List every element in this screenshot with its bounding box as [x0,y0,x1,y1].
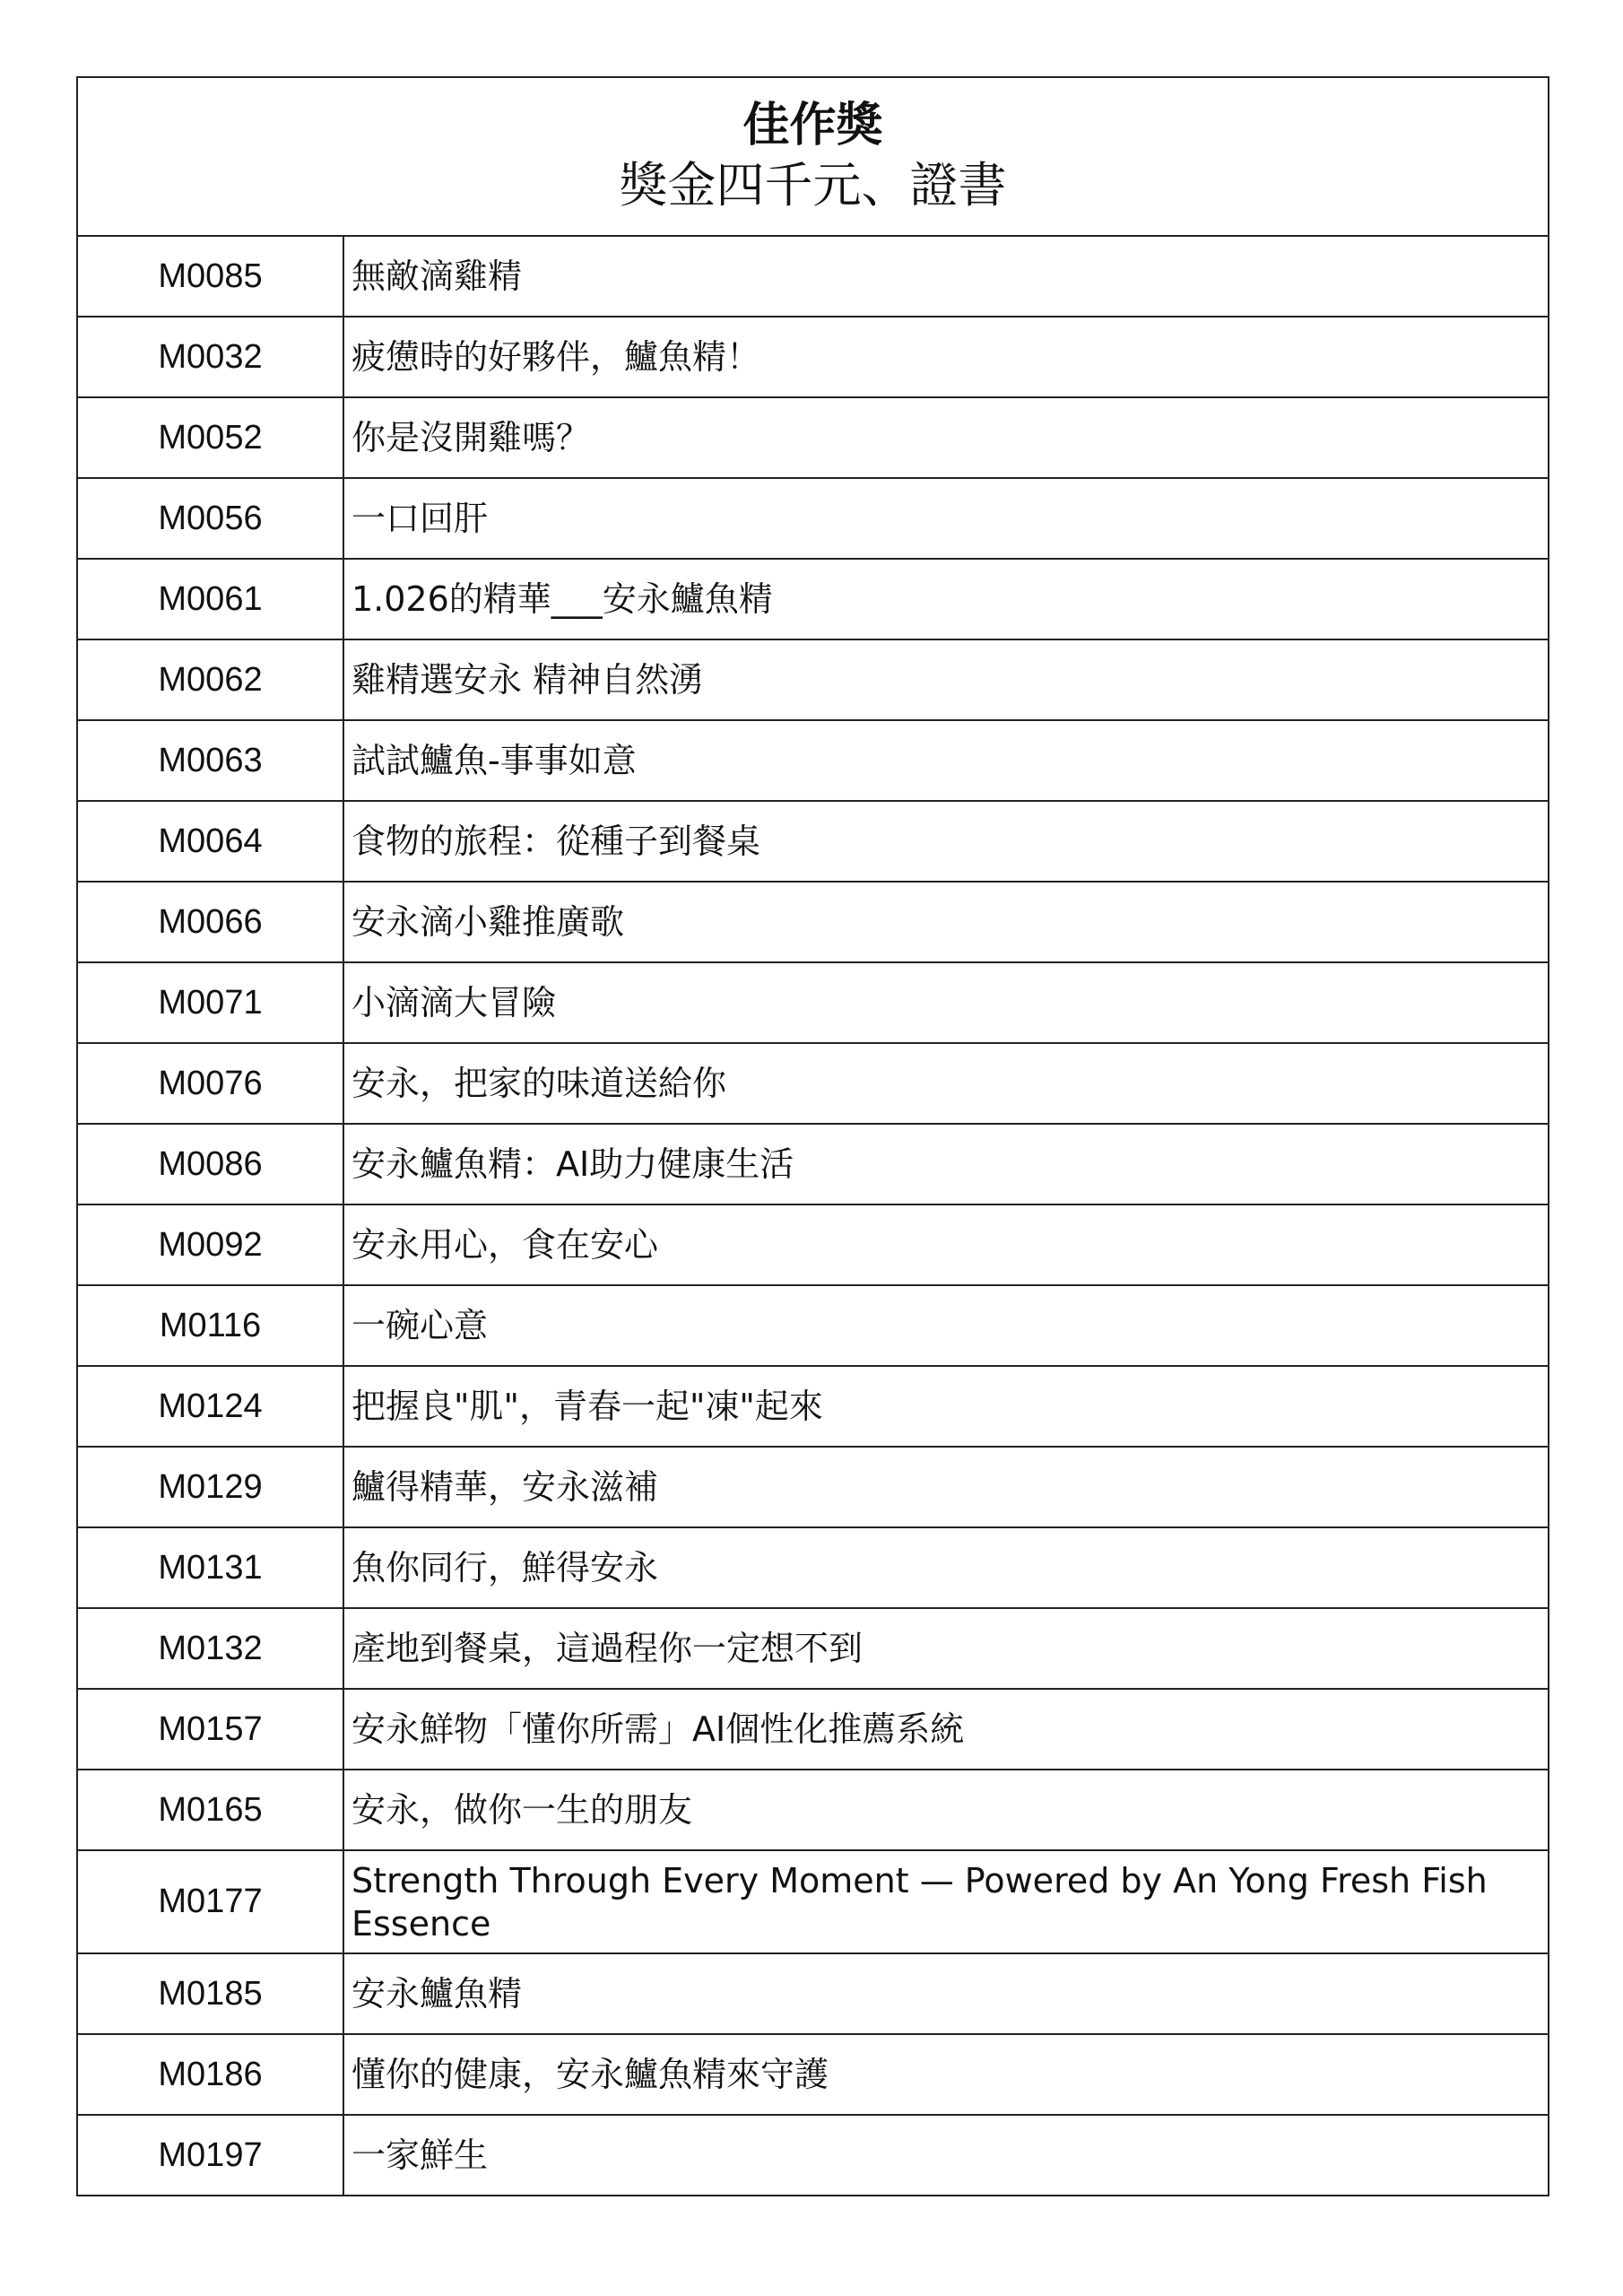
table-row [77,882,1549,962]
table-row [77,639,1549,720]
entry-title: 把握良"肌"，青春一起"凍"起來 [343,1366,1549,1447]
table-row [77,962,1549,1043]
table-row [77,1770,1549,1850]
award-title: 佳作獎 [742,98,883,152]
entry-id: M0056 [77,478,343,559]
table-row [77,1608,1549,1689]
header-row [77,77,1549,236]
entry-id: M0052 [77,397,343,478]
award-table [76,76,1549,2196]
entry-id: M0186 [77,2034,343,2115]
entry-title: 安永，做你一生的朋友 [343,1770,1549,1850]
entry-title: 魚你同行，鮮得安永 [343,1527,1549,1608]
entry-id: M0076 [77,1043,343,1124]
entry-title: 1.026的精華___安永鱸魚精 [343,559,1549,639]
table-row [77,317,1549,397]
table-row [77,1447,1549,1527]
entry-id: M0129 [77,1447,343,1527]
table-row [77,1124,1549,1205]
entry-title: 安永用心，食在安心 [343,1205,1549,1285]
table-row [77,478,1549,559]
entry-id: M0124 [77,1366,343,1447]
entry-title: 鱸得精華，安永滋補 [343,1447,1549,1527]
header-cell [77,77,1549,236]
entry-title: 產地到餐桌，這過程你一定想不到 [343,1608,1549,1689]
table-row [77,1689,1549,1770]
table-row [77,1850,1549,1953]
entry-id: M0066 [77,882,343,962]
table-row [77,2034,1549,2115]
table-row [77,1953,1549,2034]
entry-title: 一碗心意 [343,1285,1549,1366]
entry-id: M0071 [77,962,343,1043]
entry-title: 安永鱸魚精：AI助力健康生活 [343,1124,1549,1205]
table-row [77,1285,1549,1366]
entry-id: M0185 [77,1953,343,2034]
entry-id: M0197 [77,2115,343,2196]
entry-title: 食物的旅程：從種子到餐桌 [343,801,1549,882]
table-row [77,2115,1549,2196]
entry-title: 安永滴小雞推廣歌 [343,882,1549,962]
entry-title: 懂你的健康，安永鱸魚精來守護 [343,2034,1549,2115]
table-row [77,236,1549,317]
entry-id: M0086 [77,1124,343,1205]
entry-id: M0032 [77,317,343,397]
entry-id: M0131 [77,1527,343,1608]
entry-title: 安永，把家的味道送給你 [343,1043,1549,1124]
entry-id: M0092 [77,1205,343,1285]
table-row [77,801,1549,882]
award-table-body [77,77,1549,2196]
entry-title: 安永鮮物「懂你所需」AI個性化推薦系統 [343,1689,1549,1770]
entry-title: 安永鱸魚精 [343,1953,1549,2034]
entry-title: 小滴滴大冒險 [343,962,1549,1043]
entry-title: 一家鮮生 [343,2115,1549,2196]
award-subtitle: 獎金四千元、證書 [619,156,1007,213]
table-row [77,1205,1549,1285]
table-row [77,1366,1549,1447]
entry-id: M0165 [77,1770,343,1850]
table-row [77,559,1549,639]
entry-id: M0085 [77,236,343,317]
entry-id: M0061 [77,559,343,639]
entry-title: Strength Through Every Moment — Powered by An Yong Fresh Fish Essence [343,1850,1549,1953]
entry-title: 無敵滴雞精 [343,236,1549,317]
entry-id: M0132 [77,1608,343,1689]
entry-id: M0063 [77,720,343,801]
entry-id: M0116 [77,1285,343,1366]
entry-title: 試試鱸魚-事事如意 [343,720,1549,801]
entry-id: M0157 [77,1689,343,1770]
entry-title: 雞精選安永 精神自然湧 [343,639,1549,720]
table-row [77,397,1549,478]
table-row [77,720,1549,801]
entry-title: 你是沒開雞嗎？ [343,397,1549,478]
entry-id: M0064 [77,801,343,882]
entry-id: M0062 [77,639,343,720]
table-row [77,1043,1549,1124]
entry-id: M0177 [77,1850,343,1953]
entry-title: 一口回肝 [343,478,1549,559]
table-row [77,1527,1549,1608]
entry-title: 疲憊時的好夥伴，鱸魚精！ [343,317,1549,397]
